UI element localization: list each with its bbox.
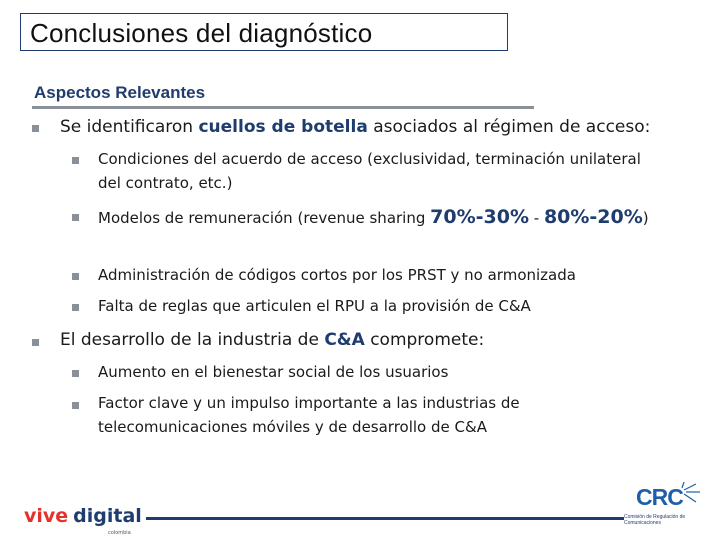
bullet-1-sub-3: Administración de códigos cortos por los PRST y no armonizada	[98, 266, 576, 284]
sub-2-text-end: )	[642, 209, 649, 227]
sub-bullet-marker	[72, 157, 79, 164]
crc-logo-text: CRC	[636, 484, 683, 510]
crc-logo-subtitle: Comisión de Regulación de Comunicaciones	[624, 514, 686, 526]
footer-divider	[146, 517, 624, 520]
bullet-marker	[32, 125, 39, 132]
sub-bullet-marker	[72, 370, 79, 377]
bullet-2-text-end: compromete:	[364, 330, 485, 350]
sub-bullet-marker	[72, 402, 79, 409]
bullet-2-highlight: C&A	[324, 330, 365, 350]
bullet-2-sub-2: Factor clave y un impulso importante a las industrias de telecomunicaciones móviles y de desarrollo de C&A	[98, 394, 520, 436]
vive-digital-logo	[24, 505, 142, 527]
bullet-1-sub-4: Falta de reglas que articulen el RPU a la provisión de C&A	[98, 297, 531, 315]
bullet-2	[60, 330, 484, 350]
title-box	[20, 13, 508, 51]
sub-2-highlight-1: 70%-30%	[430, 206, 529, 228]
sub-2-text: Modelos de remuneración (revenue sharing	[98, 209, 431, 227]
bullet-2-text: El desarrollo de la industria de	[60, 330, 325, 350]
logo-subtitle: colombia	[108, 530, 131, 536]
sub-bullet-marker	[72, 273, 79, 280]
sub-2-separator: -	[528, 209, 544, 227]
bullet-1-highlight: cuellos de botella	[198, 117, 368, 137]
logo-word-digital: digital	[73, 505, 142, 527]
bullet-1-sub-2	[98, 203, 658, 232]
bullet-1	[60, 117, 650, 137]
section-heading: Aspectos Relevantes	[34, 83, 206, 102]
page-title: Conclusiones del diagnóstico	[30, 18, 373, 48]
section-divider	[32, 106, 534, 109]
bullet-2-sub-1: Aumento en el bienestar social de los usuarios	[98, 363, 449, 381]
sub-2-highlight-2: 80%-20%	[543, 206, 643, 228]
logo-word-vive: vive	[24, 505, 69, 527]
bullet-1-text: Se identificaron	[60, 117, 199, 137]
bullet-marker	[32, 339, 39, 346]
bullet-1-text-end: asociados al régimen de acceso:	[367, 117, 651, 137]
sub-bullet-marker	[72, 304, 79, 311]
crc-logo	[624, 482, 708, 538]
bullet-1-sub-1: Condiciones del acuerdo de acceso (exclusividad, terminación unilateral del contrato, etc.)	[98, 150, 641, 192]
sub-bullet-marker	[72, 214, 79, 221]
